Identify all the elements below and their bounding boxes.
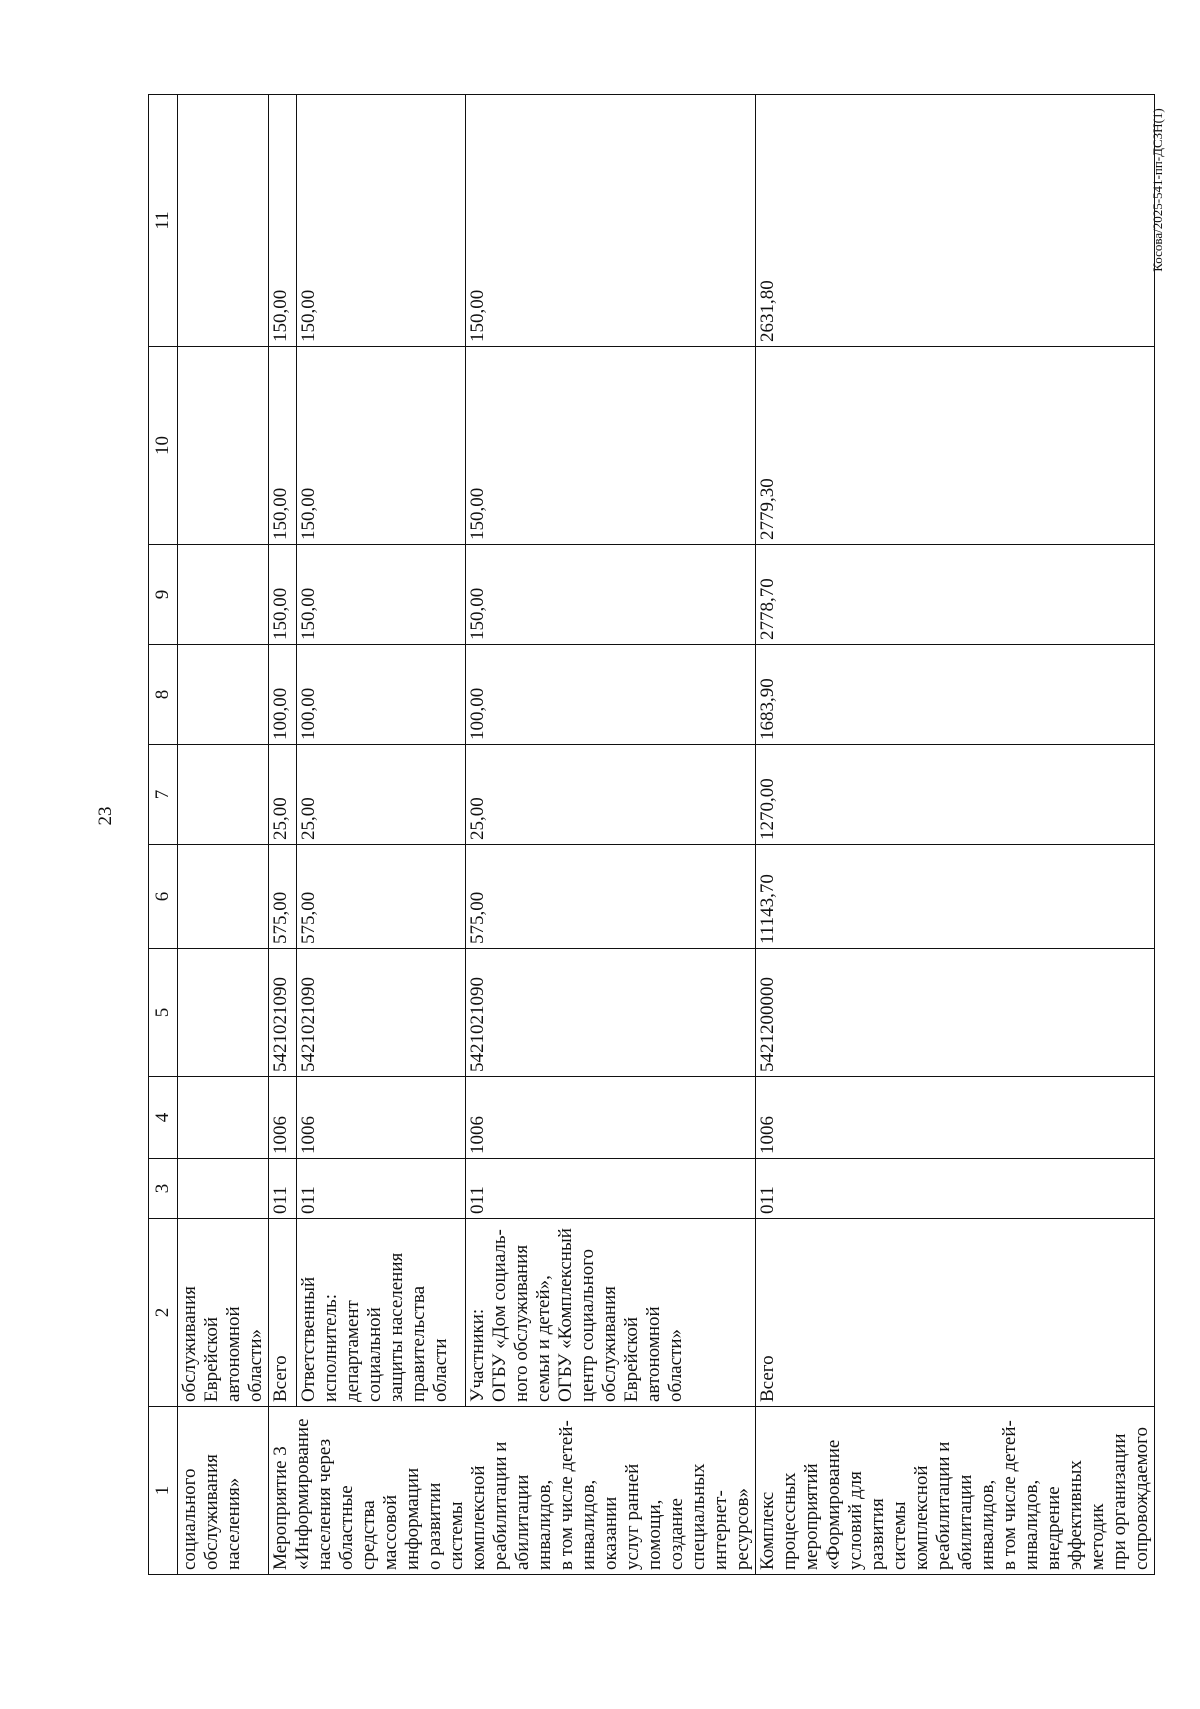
rotated-table-wrapper — [148, 95, 1152, 1575]
page-number: 23 — [95, 806, 116, 826]
cell: 150,00 — [269, 95, 297, 347]
cell: 25,00 — [296, 745, 465, 845]
cell: 150,00 — [296, 347, 465, 545]
cell: 575,00 — [465, 845, 755, 949]
cell-name: Комплекс процессных мероприятий «Формирование условий для развития системы комплексной реабилитации и абилитации инвалидов, в том числе детей- инвалидов, внедрение эффективных методик при организации сопровождаемого — [756, 1407, 1155, 1575]
cell: 11143,70 — [756, 845, 1155, 949]
cell: 1006 — [756, 1077, 1155, 1159]
document-code: Косова/2025-541-пп-ДСЗН(1) — [1150, 108, 1165, 272]
cell: 150,00 — [465, 95, 755, 347]
cell: 1006 — [465, 1077, 755, 1159]
cell — [178, 845, 269, 949]
cell — [178, 1077, 269, 1159]
cell: 5421021090 — [269, 949, 297, 1077]
cell: 100,00 — [296, 645, 465, 745]
cell: 2779,30 — [756, 347, 1155, 545]
cell: 100,00 — [269, 645, 297, 745]
cell: 150,00 — [269, 545, 297, 645]
cell: 011 — [269, 1159, 297, 1219]
cell — [178, 1159, 269, 1219]
col-header-4: 4 — [149, 1077, 178, 1159]
cell: 5421021090 — [296, 949, 465, 1077]
cell: 011 — [756, 1159, 1155, 1219]
cell: 2631,80 — [756, 95, 1155, 347]
cell-executor: Ответственный исполнитель: департамент социальной защиты населения правительства области — [296, 1219, 465, 1407]
col-header-8: 8 — [149, 645, 178, 745]
cell: 011 — [296, 1159, 465, 1219]
col-header-1: 1 — [149, 1407, 178, 1575]
cell: 150,00 — [269, 347, 297, 545]
cell: 1270,00 — [756, 745, 1155, 845]
cell: 1683,90 — [756, 645, 1155, 745]
cell: 25,00 — [465, 745, 755, 845]
budget-table — [148, 94, 1155, 1575]
cell: 150,00 — [296, 95, 465, 347]
cell — [178, 347, 269, 545]
cell: 25,00 — [269, 745, 297, 845]
cell: 1006 — [269, 1077, 297, 1159]
cell: 5421021090 — [465, 949, 755, 1077]
cell — [178, 95, 269, 347]
col-header-2: 2 — [149, 1219, 178, 1407]
col-header-10: 10 — [149, 347, 178, 545]
cell: 575,00 — [296, 845, 465, 949]
table-row — [178, 95, 269, 1575]
cell — [178, 645, 269, 745]
cell: 100,00 — [465, 645, 755, 745]
cell-name: Мероприятие 3 «Информирование населения через областные средства массовой информации о развитии системы комплексной реабилитации и абилитации инвалидов, в том числе детей- инвалидов, оказании услуг ранней помощи, создание специальных интернет-ресурсов» — [269, 1407, 756, 1575]
col-header-9: 9 — [149, 545, 178, 645]
col-header-5: 5 — [149, 949, 178, 1077]
table-row — [296, 95, 465, 1575]
cell: 150,00 — [465, 347, 755, 545]
col-header-11: 11 — [149, 95, 178, 347]
table-row — [756, 95, 1155, 1575]
cell-name: социального обслуживания населения» — [178, 1407, 269, 1575]
cell-executor: Всего — [756, 1219, 1155, 1407]
cell — [178, 745, 269, 845]
cell: 011 — [465, 1159, 755, 1219]
cell: 575,00 — [269, 845, 297, 949]
cell — [178, 545, 269, 645]
col-header-7: 7 — [149, 745, 178, 845]
col-header-6: 6 — [149, 845, 178, 949]
cell: 1006 — [296, 1077, 465, 1159]
table-row — [269, 95, 297, 1575]
col-header-3: 3 — [149, 1159, 178, 1219]
table-row — [465, 95, 755, 1575]
cell — [178, 949, 269, 1077]
cell: 150,00 — [296, 545, 465, 645]
cell-executor: Всего — [269, 1219, 297, 1407]
cell-executor: обслуживания Еврейской автономной области» — [178, 1219, 269, 1407]
cell-executor: Участники: ОГБУ «Дом социаль- ного обслуживания семьи и детей», ОГБУ «Комплексный центр социального обслуживания Еврейской автономной области» — [465, 1219, 755, 1407]
cell: 5421200000 — [756, 949, 1155, 1077]
cell: 150,00 — [465, 545, 755, 645]
header-row — [149, 95, 178, 1575]
cell: 2778,70 — [756, 545, 1155, 645]
